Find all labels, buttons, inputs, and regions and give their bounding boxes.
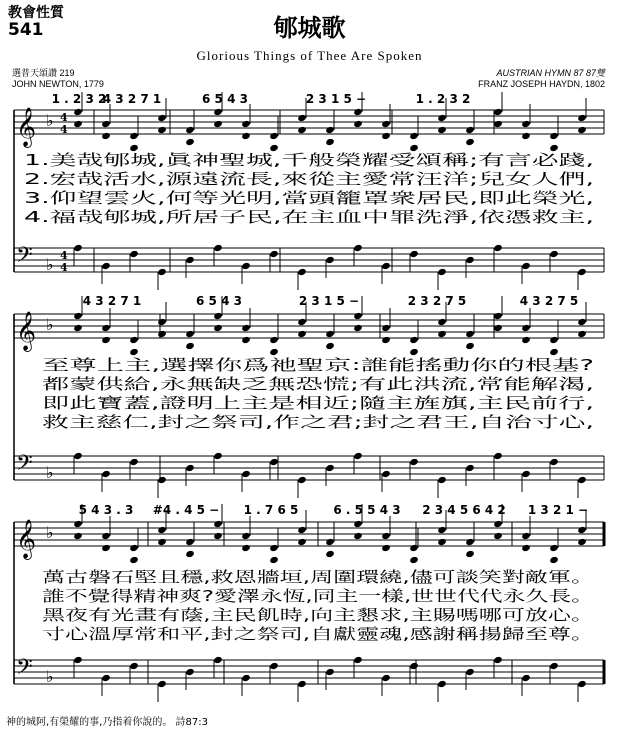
note-head (241, 336, 251, 344)
flat-sign-icon: ♭ (46, 523, 54, 542)
composer-credit: FRANZ JOSEPH HAYDN, 1802 (478, 79, 605, 89)
note-head (157, 318, 167, 326)
treble-clef-icon: 𝄞 (16, 519, 37, 559)
lyric-line-verse-1: 1.美哉郇城,眞神聖城,千般榮耀受頌稱;有言必踐, (24, 151, 594, 169)
note-head (409, 458, 419, 466)
note-head (101, 336, 111, 344)
note-head (241, 120, 251, 128)
hymn-source: 選普天頌讚 219 (12, 68, 75, 78)
note-head (129, 348, 139, 356)
note-head (269, 250, 279, 258)
note-head (73, 656, 83, 664)
note-head (465, 138, 475, 146)
note-head (241, 132, 251, 140)
note-head (185, 256, 195, 264)
note-head (465, 538, 475, 546)
note-head (437, 476, 447, 484)
note-head (269, 544, 279, 552)
note-head (185, 342, 195, 350)
note-head (381, 532, 391, 540)
note-head (353, 244, 363, 252)
note-head (269, 348, 279, 356)
lyric-line-verse-2: 都蒙供給,永無缺乏無恐慌;有此洪流,常能解渴, (42, 375, 594, 393)
note-head (353, 312, 363, 320)
note-head (521, 532, 531, 540)
note-head (325, 464, 335, 472)
note-head (213, 324, 223, 332)
note-head (493, 520, 503, 528)
note-head (381, 674, 391, 682)
note-head (521, 132, 531, 140)
note-head (493, 120, 503, 128)
flat-sign-icon: ♭ (46, 111, 54, 130)
note-head (101, 120, 111, 128)
note-head (325, 668, 335, 676)
note-head (101, 324, 111, 332)
note-head (73, 520, 83, 528)
lyric-line-verse-2: 2.宏哉活水,源遠流長,來從主愛常汪洋;兒女人們, (24, 170, 594, 188)
note-head (297, 680, 307, 688)
note-head (353, 520, 363, 528)
note-head (493, 324, 503, 332)
numbered-notation-label: 4 3 2 7 1 (102, 92, 162, 106)
note-head (381, 470, 391, 478)
note-head (465, 126, 475, 134)
bass-clef-icon: 𝄢 (16, 451, 33, 481)
note-head (297, 126, 307, 134)
note-head (577, 268, 587, 276)
note-head (409, 336, 419, 344)
note-head (241, 544, 251, 552)
note-head (101, 674, 111, 682)
note-head (353, 532, 363, 540)
note-head (185, 538, 195, 546)
numbered-notation-label: 1 . 2 3 2 (51, 92, 107, 106)
numbered-notation-label: 2 3 4 5 6 4 2 (422, 503, 506, 517)
note-head (269, 662, 279, 670)
note-head (297, 526, 307, 534)
note-head (353, 108, 363, 116)
lyric-line-verse-3: 3.仰望雲火,何等光明,當頭籠罩衆居民,即此榮光, (24, 189, 594, 207)
time-signature-bottom: 4 (60, 261, 68, 274)
note-head (185, 138, 195, 146)
note-head (437, 126, 447, 134)
note-head (381, 120, 391, 128)
note-head (101, 262, 111, 270)
note-head (129, 544, 139, 552)
note-head (353, 120, 363, 128)
note-head (577, 526, 587, 534)
note-head (353, 656, 363, 664)
note-head (129, 458, 139, 466)
note-head (549, 132, 559, 140)
note-head (269, 556, 279, 564)
note-head (213, 520, 223, 528)
note-head (297, 114, 307, 122)
note-head (521, 120, 531, 128)
note-head (465, 668, 475, 676)
note-head (213, 244, 223, 252)
lyric-line-verse-1: 至尊上主,選擇你爲祂聖京:誰能搖動你的根基? (42, 356, 594, 374)
note-head (297, 318, 307, 326)
note-head (353, 452, 363, 460)
note-head (437, 318, 447, 326)
note-head (101, 544, 111, 552)
note-head (437, 114, 447, 122)
note-head (409, 348, 419, 356)
note-head (73, 324, 83, 332)
hymn-title-english: Glorious Things of Thee Are Spoken (196, 48, 423, 63)
note-head (157, 330, 167, 338)
time-signature-top: 4 (60, 111, 68, 124)
note-head (409, 544, 419, 552)
note-head (549, 348, 559, 356)
hymn-number: 541 (8, 20, 44, 40)
note-head (549, 250, 559, 258)
note-head (185, 550, 195, 558)
note-head (381, 324, 391, 332)
note-head (129, 556, 139, 564)
note-head (213, 108, 223, 116)
note-head (185, 126, 195, 134)
note-head (493, 452, 503, 460)
note-head (73, 120, 83, 128)
lyric-line-verse-1: 萬古磐石堅且穩,救恩牆垣,周圍環繞,儘可談笑對敵軍。 (42, 568, 594, 586)
note-head (269, 458, 279, 466)
note-head (101, 132, 111, 140)
note-head (157, 538, 167, 546)
note-head (185, 464, 195, 472)
note-head (129, 662, 139, 670)
note-head (409, 250, 419, 258)
note-head (185, 330, 195, 338)
note-head (437, 330, 447, 338)
note-head (549, 662, 559, 670)
lyricist-credit: JOHN NEWTON, 1779 (12, 79, 104, 89)
note-head (409, 556, 419, 564)
lyric-line-verse-4: 救主慈仁,封之祭司,作之君;封之君王,自治寸心, (42, 413, 594, 431)
note-head (213, 532, 223, 540)
note-head (493, 532, 503, 540)
time-signature-top: 4 (60, 249, 68, 262)
note-head (241, 674, 251, 682)
note-head (549, 336, 559, 344)
note-head (381, 336, 391, 344)
note-head (577, 680, 587, 688)
note-head (493, 312, 503, 320)
note-head (465, 550, 475, 558)
note-head (213, 312, 223, 320)
note-head (465, 256, 475, 264)
numbered-notation-label: 1 3 2 1 − (527, 503, 589, 517)
note-head (381, 262, 391, 270)
numbered-notation-label: 4 3 2 7 5 (519, 294, 579, 308)
treble-clef-icon: 𝄞 (16, 311, 37, 351)
note-head (241, 324, 251, 332)
lyric-line-verse-2: 誰不覺得精神爽?愛澤永恆,同主一樣,世世代代永久長。 (42, 587, 594, 605)
treble-clef-icon: 𝄞 (16, 107, 37, 147)
scripture-footnote: 神的城阿,有榮耀的事,乃指着你說的。 詩87:3 (6, 717, 208, 728)
numbered-notation-label: 2 3 1 5 − (298, 294, 360, 308)
note-head (185, 668, 195, 676)
note-head (297, 268, 307, 276)
flat-sign-icon: ♭ (46, 463, 54, 482)
note-head (297, 330, 307, 338)
note-head (157, 126, 167, 134)
note-head (577, 476, 587, 484)
note-head (409, 662, 419, 670)
note-head (521, 470, 531, 478)
note-head (157, 476, 167, 484)
note-head (325, 538, 335, 546)
note-head (409, 132, 419, 140)
note-head (521, 674, 531, 682)
note-head (73, 532, 83, 540)
note-head (213, 120, 223, 128)
note-head (101, 532, 111, 540)
note-head (521, 336, 531, 344)
note-head (549, 556, 559, 564)
note-head (213, 452, 223, 460)
note-head (157, 526, 167, 534)
note-head (465, 464, 475, 472)
hymn-category: 教會性質 (8, 5, 64, 21)
note-head (297, 538, 307, 546)
note-head (465, 330, 475, 338)
note-head (73, 452, 83, 460)
flat-sign-icon: ♭ (46, 255, 54, 274)
numbered-notation-label: 4 3 2 7 1 (82, 294, 142, 308)
numbered-notation-label: 5 4 3 . 3 (78, 503, 134, 517)
note-head (129, 250, 139, 258)
note-head (213, 656, 223, 664)
note-head (73, 244, 83, 252)
bass-clef-icon: 𝄢 (16, 243, 33, 273)
note-head (325, 342, 335, 350)
note-head (521, 324, 531, 332)
flat-sign-icon: ♭ (46, 667, 54, 686)
numbered-notation-label: 6 . 5 5 4 3 (333, 503, 401, 517)
note-head (325, 330, 335, 338)
numbered-notation-label: #4 . 4 5 − (152, 503, 220, 517)
note-head (577, 318, 587, 326)
note-head (381, 544, 391, 552)
note-head (157, 680, 167, 688)
note-head (157, 114, 167, 122)
note-head (241, 262, 251, 270)
note-head (577, 538, 587, 546)
lyric-line-verse-4: 4.福哉郇城,所居子民,在主血中罪洗淨,依憑救主, (24, 208, 594, 226)
note-head (325, 256, 335, 264)
note-head (381, 132, 391, 140)
hymn-title-chinese: 郇城歌 (273, 13, 346, 42)
note-head (493, 108, 503, 116)
note-head (549, 544, 559, 552)
note-head (325, 550, 335, 558)
note-head (73, 312, 83, 320)
note-head (437, 680, 447, 688)
note-head (437, 538, 447, 546)
note-head (325, 138, 335, 146)
note-head (493, 656, 503, 664)
flat-sign-icon: ♭ (46, 315, 54, 334)
note-head (493, 244, 503, 252)
note-head (465, 342, 475, 350)
note-head (577, 126, 587, 134)
note-head (129, 336, 139, 344)
numbered-notation-label: 2 3 2 7 5 (407, 294, 467, 308)
note-head (157, 268, 167, 276)
note-head (269, 132, 279, 140)
note-head (269, 336, 279, 344)
lyric-line-verse-4: 寸心溫厚常和平,封之祭司,自獻靈魂,感謝稱揚歸至尊。 (42, 625, 594, 643)
note-head (577, 114, 587, 122)
note-head (577, 330, 587, 338)
note-head (241, 532, 251, 540)
numbered-notation-label: 1 . 2 3 2 (415, 92, 471, 106)
numbered-notation-label: 6 5 4 3 (202, 92, 248, 106)
note-head (437, 268, 447, 276)
lyric-line-verse-3: 黑夜有光畫有蔭,主民飢時,向主懇求,主賜嗎哪可放心。 (42, 606, 594, 624)
note-head (521, 262, 531, 270)
note-head (353, 324, 363, 332)
numbered-notation-label: 1 . 7 6 5 (243, 503, 299, 517)
note-head (297, 476, 307, 484)
note-head (437, 526, 447, 534)
numbered-notation-label: 2 3 1 5 − (305, 92, 367, 106)
tune-name: AUSTRIAN HYMN 87 87雙 (496, 68, 605, 78)
time-signature-bottom: 4 (60, 123, 68, 136)
note-head (521, 544, 531, 552)
note-head (129, 132, 139, 140)
note-head (73, 108, 83, 116)
numbered-notation-label: 6 5 4 3 (196, 294, 242, 308)
bass-clef-icon: 𝄢 (16, 655, 33, 685)
note-head (241, 470, 251, 478)
note-head (101, 470, 111, 478)
lyric-line-verse-3: 即此寶蓋,證明上主是相近;隨主旌旗,主民前行, (42, 394, 594, 412)
note-head (549, 458, 559, 466)
note-head (325, 126, 335, 134)
